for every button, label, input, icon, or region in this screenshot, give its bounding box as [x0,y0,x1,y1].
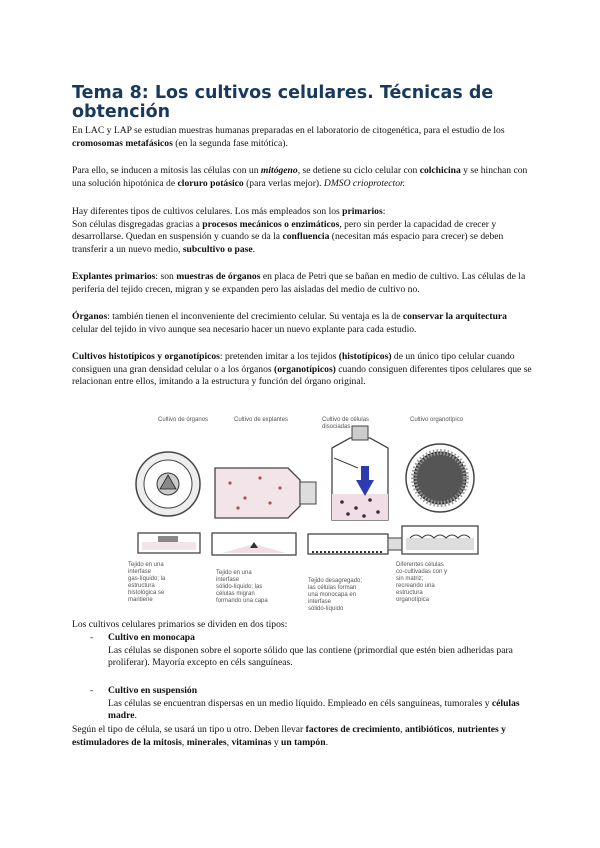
paragraph-explants: Explantes primarios: son muestras de órganos en placa de Petri que se bañan en medio de cultivo. Las células de la periferia del tejido crecen, migran y se expanden pero las aisladas del medio de cultivo no. [72,271,526,295]
paragraph-types-intro: Los cultivos celulares primarios se dividen en dos tipos: [72,619,288,630]
paragraph-histotypic: Cultivos histotípicos y organotípicos: pretenden imitar a los tejidos (histotípicos) de un único tipo celular cuando consiguen una gran densidad celular o a los órganos (organotípicos) cuando consiguen diferentes tipos celulares que se relacionan entre ellos, imitando a la estructura y función del órgano original. [72,351,532,388]
figure-label-organotypic-culture: Cultivo organotípico [410,417,464,423]
organotypic-dish-top [406,444,474,512]
list-dash-2: - [90,685,94,696]
figure-label-dissociated-culture: Cultivo de células disociadas [322,417,370,430]
paragraph-primary-cultures: Hay diferentes tipos de cultivos celulares. Los más empleados son los primarios: Son células disgregadas gracias a procesos mecánicos o enzimáticos, pero sin perder la capacidad de crecer y desarrollarse. Quedan en suspensión y cuando se da la confluencia (necesitan más espacio para crecer) se deben transferir a un nuevo medio, subcultivo o pase. [72,206,504,255]
paragraph-mitosis: Para ello, se inducen a mitosis las células con un mitógeno, se detiene su ciclo celular con colchicina y se hinchan con una solución hipotónica de cloruro potásico (para verlas mejor). DMSO crioprotector. [72,165,528,189]
figure-caption-organotypic: Diferentes células co-cultivadas con y sin matriz; recreando una estructura organotípica [396,562,448,603]
figure-label-explant-culture: Cultivo de explantes [234,417,289,423]
organotypic-dish-side [402,526,478,554]
explant-flask-top [215,468,316,518]
explant-flask-side [212,533,296,555]
figure-caption-explant: Tejido en una interfase sólido-líquido; las células migran formando una capa [216,570,268,604]
paragraph-intro: En LAC y LAP se estudian muestras humanas preparadas en el laboratorio de citogenética, para el estudio de los cromosomas metafásicos (en la segunda fase mitótica). [72,125,505,149]
figure-caption-organ: Tejido en una interfase gas-líquido; la estructura histológica se mantiene [128,562,166,603]
organ-culture-dish-side [138,533,200,553]
figure-label-organ-culture: Cultivo de órganos [158,417,209,423]
figure-caption-dissociated: Tejido desagregado; las células forman una monocapa en interfase sólido-líquido [308,578,363,612]
page-title: Tema 8: Los cultivos celulares. Técnicas de obtención [72,83,494,122]
paragraph-requirements: Según el tipo de célula, se usará un tipo u otro. Deben llevar factores de crecimiento, antibióticos, nutrientes y estimuladores de la mitosis, minerales, vitaminas y un tampón. [72,724,506,748]
list-item-monolayer: Cultivo en monocapa Las células se disponen sobre el soporte sólido que las contiene (primordial que estén bien adheridas para proliferar). Mayoría excepto en céls sanguíneas. [108,632,513,669]
list-dash-1: - [90,632,94,643]
dissociated-cells-bottle [332,426,388,520]
list-item-suspension: Cultivo en suspensión Las células se encuentran dispersas en un medio líquido. Empleado en céls sanguíneas, tumorales y células madre. [108,685,520,722]
culture-types-figure [120,408,500,612]
paragraph-organs: Órganos: también tienen el inconveniente del crecimiento celular. Su ventaja es la de conservar la arquitectura celular del tejido in vivo aunque sea necesario hacer un nuevo explante para cada estudio. [72,311,507,335]
dissociated-flask-side [308,534,402,554]
organ-culture-dish-top [136,452,200,516]
